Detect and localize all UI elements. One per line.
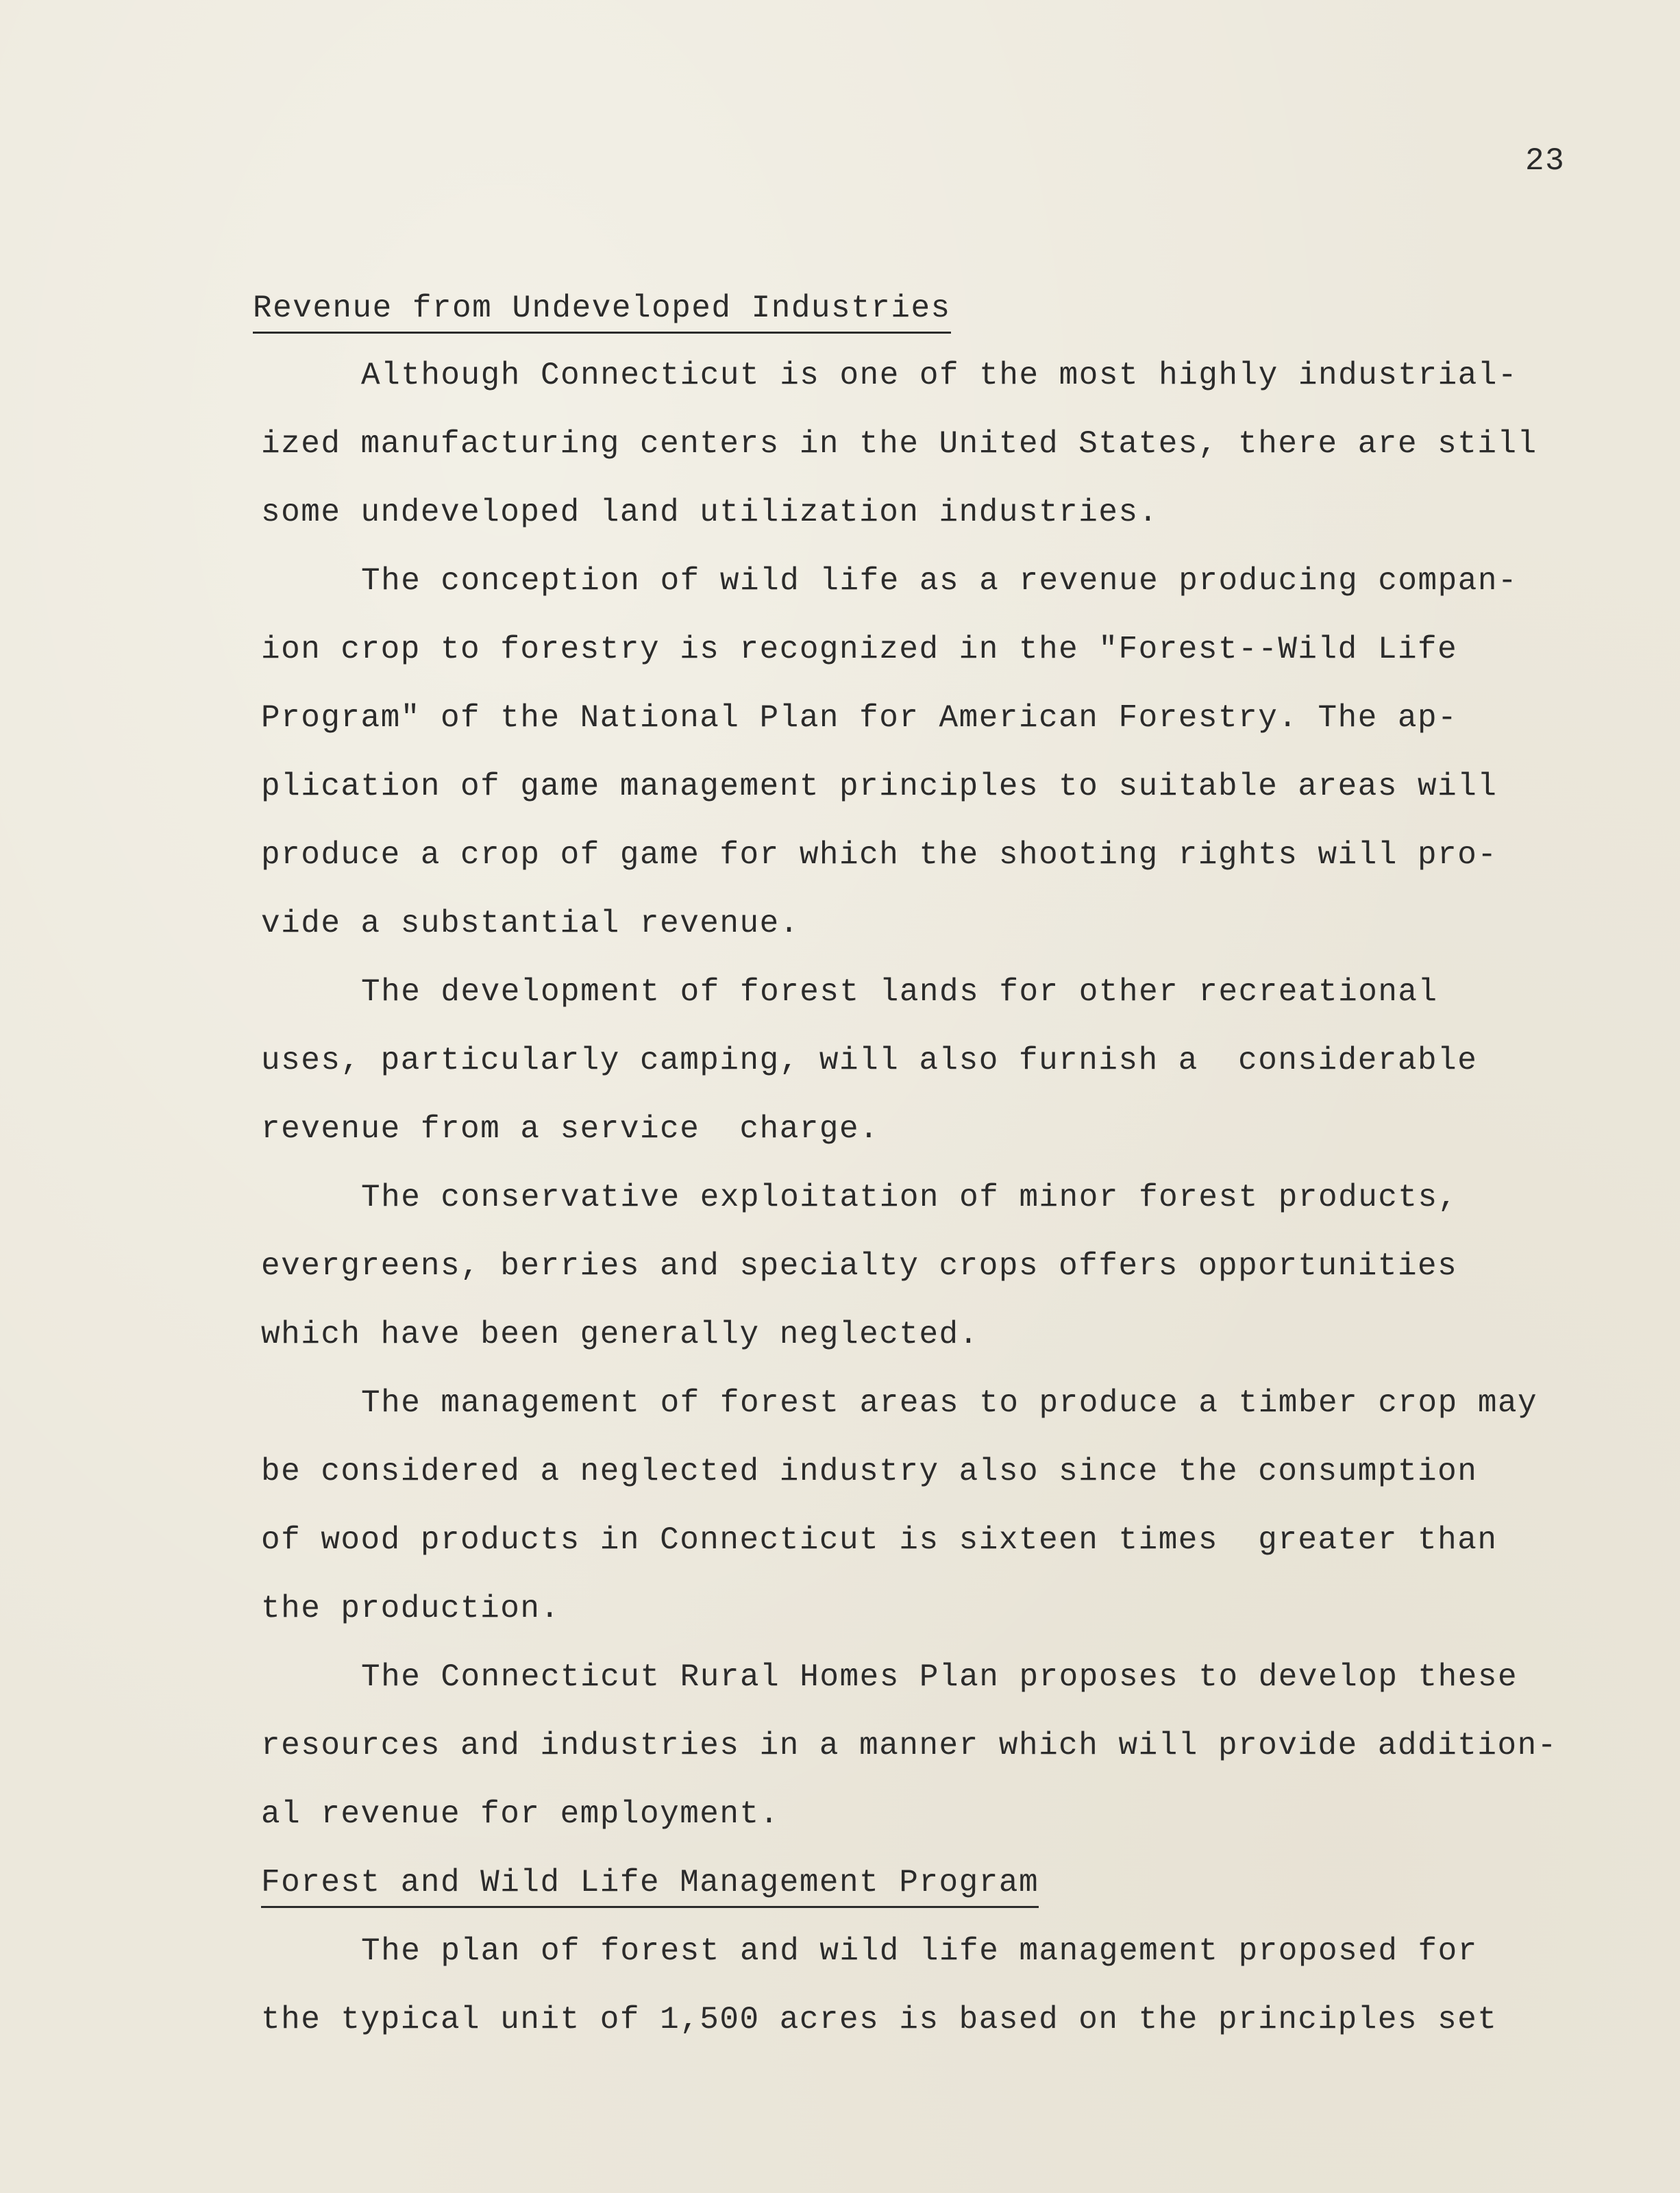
body-line: plication of game management principles to suitable areas will: [261, 769, 1498, 804]
body-line: uses, particularly camping, will also furnish a considerable: [261, 1043, 1478, 1078]
section-heading-forest-program: Forest and Wild Life Management Program: [261, 1862, 1039, 1908]
section-heading-revenue: Revenue from Undeveloped Industries: [253, 288, 951, 334]
body-line: which have been generally neglected.: [261, 1317, 979, 1352]
body-line: The development of forest lands for other recreational: [361, 974, 1438, 1010]
body-line: Program" of the National Plan for American Forestry. The ap-: [261, 700, 1458, 736]
body-line: The plan of forest and wild life management proposed for: [361, 1933, 1478, 1969]
body-line: vide a substantial revenue.: [261, 906, 800, 941]
body-line: some undeveloped land utilization industries.: [261, 495, 1159, 530]
body-line: The Connecticut Rural Homes Plan proposes to develop these: [361, 1659, 1518, 1695]
body-line: resources and industries in a manner which will provide addition-: [261, 1728, 1557, 1763]
body-line: revenue from a service charge.: [261, 1111, 880, 1147]
body-line: be considered a neglected industry also since the consumption: [261, 1454, 1478, 1489]
body-line: produce a crop of game for which the shooting rights will pro-: [261, 837, 1498, 873]
page-number: 23: [1525, 143, 1566, 179]
body-line: evergreens, berries and specialty crops offers opportunities: [261, 1248, 1458, 1284]
body-line: the production.: [261, 1591, 560, 1626]
body-line: ized manufacturing centers in the United States, there are still: [261, 426, 1537, 462]
body-line: al revenue for employment.: [261, 1796, 780, 1832]
body-line: the typical unit of 1,500 acres is based on the principles set: [261, 2002, 1498, 2037]
body-line: of wood products in Connecticut is sixteen times greater than: [261, 1522, 1498, 1558]
body-line: Although Connecticut is one of the most highly industrial-: [361, 358, 1518, 393]
body-line: The conservative exploitation of minor forest products,: [361, 1180, 1458, 1215]
body-line: ion crop to forestry is recognized in the "Forest--Wild Life: [261, 632, 1458, 667]
body-line: The management of forest areas to produce a timber crop may: [361, 1385, 1538, 1421]
body-line: The conception of wild life as a revenue producing compan-: [361, 563, 1518, 599]
